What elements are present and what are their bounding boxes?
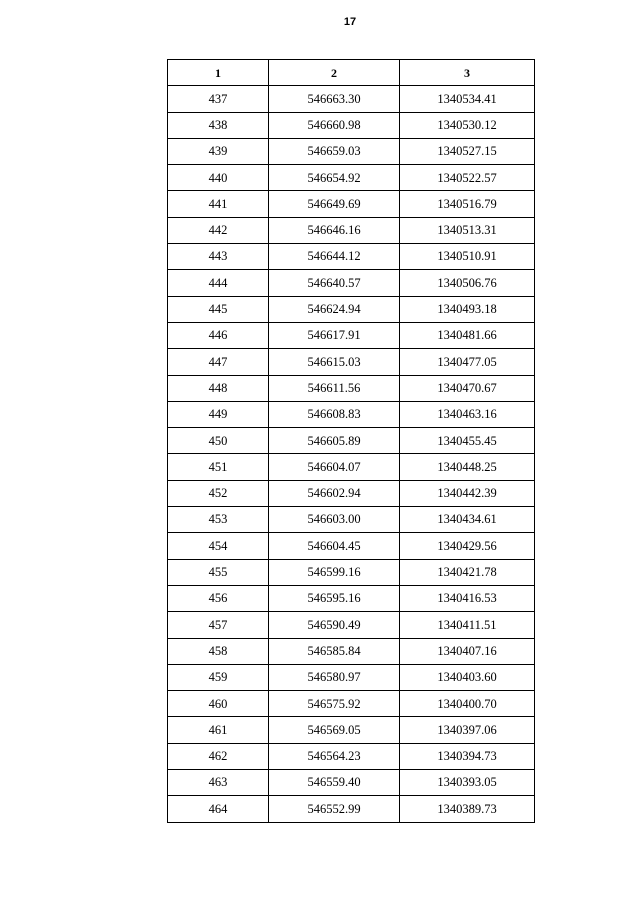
column-header-3: 3 <box>400 60 535 86</box>
y-coordinate-cell: 1340527.15 <box>400 138 535 164</box>
table-row <box>168 507 535 533</box>
table-row <box>168 349 535 375</box>
point-number-cell: 442 <box>168 217 269 243</box>
point-number-cell: 445 <box>168 296 269 322</box>
y-coordinate-cell: 1340530.12 <box>400 112 535 138</box>
x-coordinate-cell: 546575.92 <box>269 691 400 717</box>
y-coordinate-cell: 1340534.41 <box>400 86 535 112</box>
table-row <box>168 138 535 164</box>
x-coordinate-cell: 546604.45 <box>269 533 400 559</box>
point-number-cell: 463 <box>168 770 269 796</box>
y-coordinate-cell: 1340516.79 <box>400 191 535 217</box>
y-coordinate-cell: 1340411.51 <box>400 612 535 638</box>
y-coordinate-cell: 1340510.91 <box>400 244 535 270</box>
point-number-cell: 450 <box>168 428 269 454</box>
y-coordinate-cell: 1340522.57 <box>400 165 535 191</box>
table-row <box>168 770 535 796</box>
point-number-cell: 444 <box>168 270 269 296</box>
table-row <box>168 612 535 638</box>
table-row <box>168 585 535 611</box>
x-coordinate-cell: 546649.69 <box>269 191 400 217</box>
x-coordinate-cell: 546580.97 <box>269 664 400 690</box>
x-coordinate-cell: 546590.49 <box>269 612 400 638</box>
point-number-cell: 456 <box>168 585 269 611</box>
y-coordinate-cell: 1340434.61 <box>400 507 535 533</box>
y-coordinate-cell: 1340429.56 <box>400 533 535 559</box>
x-coordinate-cell: 546603.00 <box>269 507 400 533</box>
x-coordinate-cell: 546595.16 <box>269 585 400 611</box>
x-coordinate-cell: 546604.07 <box>269 454 400 480</box>
table-row <box>168 217 535 243</box>
y-coordinate-cell: 1340481.66 <box>400 322 535 348</box>
point-number-cell: 437 <box>168 86 269 112</box>
x-coordinate-cell: 546599.16 <box>269 559 400 585</box>
y-coordinate-cell: 1340397.06 <box>400 717 535 743</box>
table-row <box>168 244 535 270</box>
y-coordinate-cell: 1340416.53 <box>400 585 535 611</box>
point-number-cell: 451 <box>168 454 269 480</box>
table-row <box>168 743 535 769</box>
point-number-cell: 453 <box>168 507 269 533</box>
y-coordinate-cell: 1340463.16 <box>400 401 535 427</box>
y-coordinate-cell: 1340407.16 <box>400 638 535 664</box>
y-coordinate-cell: 1340477.05 <box>400 349 535 375</box>
x-coordinate-cell: 546659.03 <box>269 138 400 164</box>
table-row <box>168 296 535 322</box>
x-coordinate-cell: 546615.03 <box>269 349 400 375</box>
table-row <box>168 664 535 690</box>
x-coordinate-cell: 546559.40 <box>269 770 400 796</box>
table-body <box>168 86 535 822</box>
table-row <box>168 559 535 585</box>
y-coordinate-cell: 1340393.05 <box>400 770 535 796</box>
y-coordinate-cell: 1340421.78 <box>400 559 535 585</box>
point-number-cell: 447 <box>168 349 269 375</box>
y-coordinate-cell: 1340513.31 <box>400 217 535 243</box>
x-coordinate-cell: 546654.92 <box>269 165 400 191</box>
x-coordinate-cell: 546663.30 <box>269 86 400 112</box>
table-row <box>168 638 535 664</box>
table-row <box>168 533 535 559</box>
x-coordinate-cell: 546569.05 <box>269 717 400 743</box>
y-coordinate-cell: 1340506.76 <box>400 270 535 296</box>
y-coordinate-cell: 1340394.73 <box>400 743 535 769</box>
table-row <box>168 112 535 138</box>
y-coordinate-cell: 1340442.39 <box>400 480 535 506</box>
point-number-cell: 458 <box>168 638 269 664</box>
x-coordinate-cell: 546624.94 <box>269 296 400 322</box>
y-coordinate-cell: 1340455.45 <box>400 428 535 454</box>
point-number-cell: 461 <box>168 717 269 743</box>
point-number-cell: 438 <box>168 112 269 138</box>
point-number-cell: 462 <box>168 743 269 769</box>
x-coordinate-cell: 546564.23 <box>269 743 400 769</box>
table-row <box>168 454 535 480</box>
x-coordinate-cell: 546644.12 <box>269 244 400 270</box>
point-number-cell: 448 <box>168 375 269 401</box>
point-number-cell: 441 <box>168 191 269 217</box>
table-header <box>168 60 535 86</box>
y-coordinate-cell: 1340403.60 <box>400 664 535 690</box>
point-number-cell: 460 <box>168 691 269 717</box>
point-number-cell: 457 <box>168 612 269 638</box>
point-number-cell: 439 <box>168 138 269 164</box>
table-row <box>168 796 535 822</box>
table-row <box>168 191 535 217</box>
y-coordinate-cell: 1340493.18 <box>400 296 535 322</box>
x-coordinate-cell: 546552.99 <box>269 796 400 822</box>
x-coordinate-cell: 546602.94 <box>269 480 400 506</box>
x-coordinate-cell: 546646.16 <box>269 217 400 243</box>
table-row <box>168 480 535 506</box>
x-coordinate-cell: 546640.57 <box>269 270 400 296</box>
point-number-cell: 443 <box>168 244 269 270</box>
y-coordinate-cell: 1340470.67 <box>400 375 535 401</box>
table-row <box>168 270 535 296</box>
y-coordinate-cell: 1340448.25 <box>400 454 535 480</box>
table-row <box>168 86 535 112</box>
point-number-cell: 455 <box>168 559 269 585</box>
x-coordinate-cell: 546611.56 <box>269 375 400 401</box>
point-number-cell: 446 <box>168 322 269 348</box>
table-row <box>168 428 535 454</box>
column-header-2: 2 <box>269 60 400 86</box>
table-row <box>168 322 535 348</box>
x-coordinate-cell: 546617.91 <box>269 322 400 348</box>
x-coordinate-cell: 546585.84 <box>269 638 400 664</box>
point-number-cell: 440 <box>168 165 269 191</box>
y-coordinate-cell: 1340400.70 <box>400 691 535 717</box>
point-number-cell: 452 <box>168 480 269 506</box>
x-coordinate-cell: 546608.83 <box>269 401 400 427</box>
point-number-cell: 459 <box>168 664 269 690</box>
table-row <box>168 375 535 401</box>
table-row <box>168 691 535 717</box>
page-number: 17 <box>343 16 357 28</box>
point-number-cell: 464 <box>168 796 269 822</box>
column-header-1: 1 <box>168 60 269 86</box>
x-coordinate-cell: 546660.98 <box>269 112 400 138</box>
coordinates-table <box>167 59 535 823</box>
point-number-cell: 449 <box>168 401 269 427</box>
point-number-cell: 454 <box>168 533 269 559</box>
y-coordinate-cell: 1340389.73 <box>400 796 535 822</box>
x-coordinate-cell: 546605.89 <box>269 428 400 454</box>
table-row <box>168 165 535 191</box>
table-row <box>168 401 535 427</box>
header-row <box>168 60 535 86</box>
table-row <box>168 717 535 743</box>
